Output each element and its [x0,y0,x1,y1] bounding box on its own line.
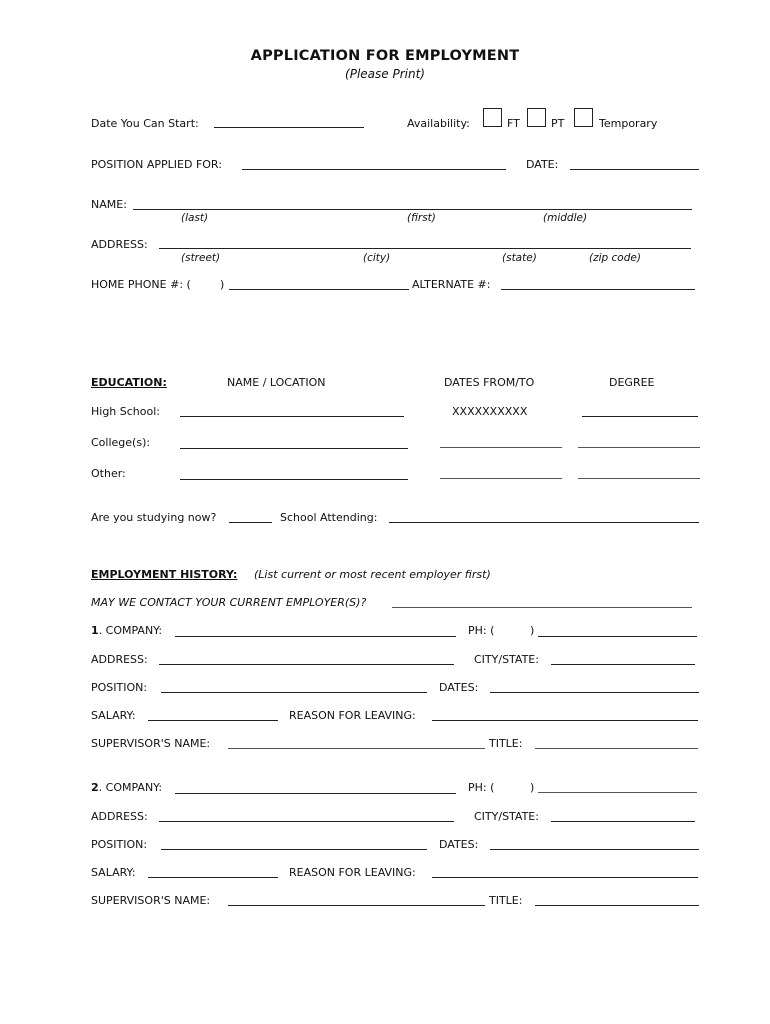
temporary-checkbox[interactable] [574,108,593,127]
college-label: College(s): [91,436,151,449]
reason-label: REASON FOR LEAVING: [289,709,416,722]
position-label: POSITION APPLIED FOR: [91,158,222,171]
availability-label: Availability: [407,117,470,130]
city-state-label: CITY/STATE: [474,653,539,666]
name-field[interactable] [133,209,692,210]
addr-city-hint: (city) [363,252,391,264]
form-subtitle: (Please Print) [345,67,425,81]
title-label: TITLE: [489,894,523,907]
salary-label: SALARY: [91,709,136,722]
studying-field[interactable] [229,522,272,523]
home-phone-label: HOME PHONE #: ( [91,278,191,291]
position-field[interactable] [161,849,427,850]
school-attending-field[interactable] [389,522,699,523]
education-heading: EDUCATION: [91,376,167,389]
employment-heading: EMPLOYMENT HISTORY: [91,568,238,581]
dates-field[interactable] [490,849,699,850]
salary-field[interactable] [148,877,278,878]
college-dates-field[interactable] [440,447,562,448]
supervisor-label: SUPERVISOR'S NAME: [91,894,211,907]
address-field[interactable] [159,248,691,249]
home-phone-close: ) [220,278,225,291]
title-label: TITLE: [489,737,523,750]
other-degree-field[interactable] [578,478,700,479]
pt-checkbox[interactable] [527,108,546,127]
other-name-field[interactable] [180,479,408,480]
college-name-field[interactable] [180,448,408,449]
ph-label: PH: ( [468,624,495,637]
reason-field[interactable] [432,877,698,878]
name-middle-hint: (middle) [543,212,588,224]
ph-label: PH: ( [468,781,495,794]
ph-field[interactable] [538,792,697,793]
position-field[interactable] [161,692,427,693]
ph-field[interactable] [538,636,697,637]
city-state-field[interactable] [551,664,695,665]
temporary-label: Temporary [599,117,658,130]
high-school-degree-field[interactable] [582,416,698,417]
city-state-label: CITY/STATE: [474,810,539,823]
name-last-hint: (last) [181,212,209,224]
contact-question: MAY WE CONTACT YOUR CURRENT EMPLOYER(S)? [91,596,367,609]
pt-label: PT [551,117,565,130]
salary-field[interactable] [148,720,278,721]
position-label: POSITION: [91,681,148,694]
date-label: DATE: [526,158,559,171]
name-label: NAME: [91,198,127,211]
position-label: POSITION: [91,838,148,851]
addr-street-hint: (street) [181,252,221,264]
addr-state-hint: (state) [502,252,537,264]
alternate-label: ALTERNATE #: [412,278,491,291]
address-label: ADDRESS: [91,810,148,823]
salary-label: SALARY: [91,866,136,879]
ft-label: FT [507,117,520,130]
date-start-label: Date You Can Start: [91,117,199,130]
dates-field[interactable] [490,692,699,693]
alternate-field[interactable] [501,289,695,290]
title-field[interactable] [535,905,699,906]
supervisor-field[interactable] [228,905,485,906]
employment-note: (List current or most recent employer first) [254,568,491,581]
school-attending-label: School Attending: [280,511,378,524]
supervisor-label: SUPERVISOR'S NAME: [91,737,211,750]
name-first-hint: (first) [407,212,436,224]
high-school-dates: XXXXXXXXXX [452,405,528,418]
city-state-field[interactable] [551,821,695,822]
title-field[interactable] [535,748,698,749]
other-dates-field[interactable] [440,478,562,479]
date-start-field[interactable] [214,127,364,128]
address-field[interactable] [159,664,454,665]
dates-label: DATES: [439,838,479,851]
company-field[interactable] [175,793,456,794]
address-label: ADDRESS: [91,238,148,251]
company-field[interactable] [175,636,456,637]
dates-label: DATES: [439,681,479,694]
home-phone-field[interactable] [229,289,409,290]
college-degree-field[interactable] [578,447,700,448]
company-label: 1. COMPANY: [91,624,163,637]
contact-answer-field[interactable] [392,607,692,608]
company-label: 2. COMPANY: [91,781,163,794]
supervisor-field[interactable] [228,748,485,749]
high-school-name-field[interactable] [180,416,404,417]
edu-col-degree: DEGREE [609,376,655,389]
address-label: ADDRESS: [91,653,148,666]
studying-label: Are you studying now? [91,511,217,524]
edu-col-dates: DATES FROM/TO [444,376,535,389]
reason-field[interactable] [432,720,698,721]
position-field[interactable] [242,169,506,170]
addr-zip-hint: (zip code) [589,252,641,264]
address-field[interactable] [159,821,454,822]
edu-col-name: NAME / LOCATION [227,376,326,389]
ft-checkbox[interactable] [483,108,502,127]
date-field[interactable] [570,169,699,170]
high-school-label: High School: [91,405,161,418]
other-label: Other: [91,467,126,480]
ph-close: ) [530,781,535,794]
reason-label: REASON FOR LEAVING: [289,866,416,879]
form-title: APPLICATION FOR EMPLOYMENT [250,48,520,64]
ph-close: ) [530,624,535,637]
